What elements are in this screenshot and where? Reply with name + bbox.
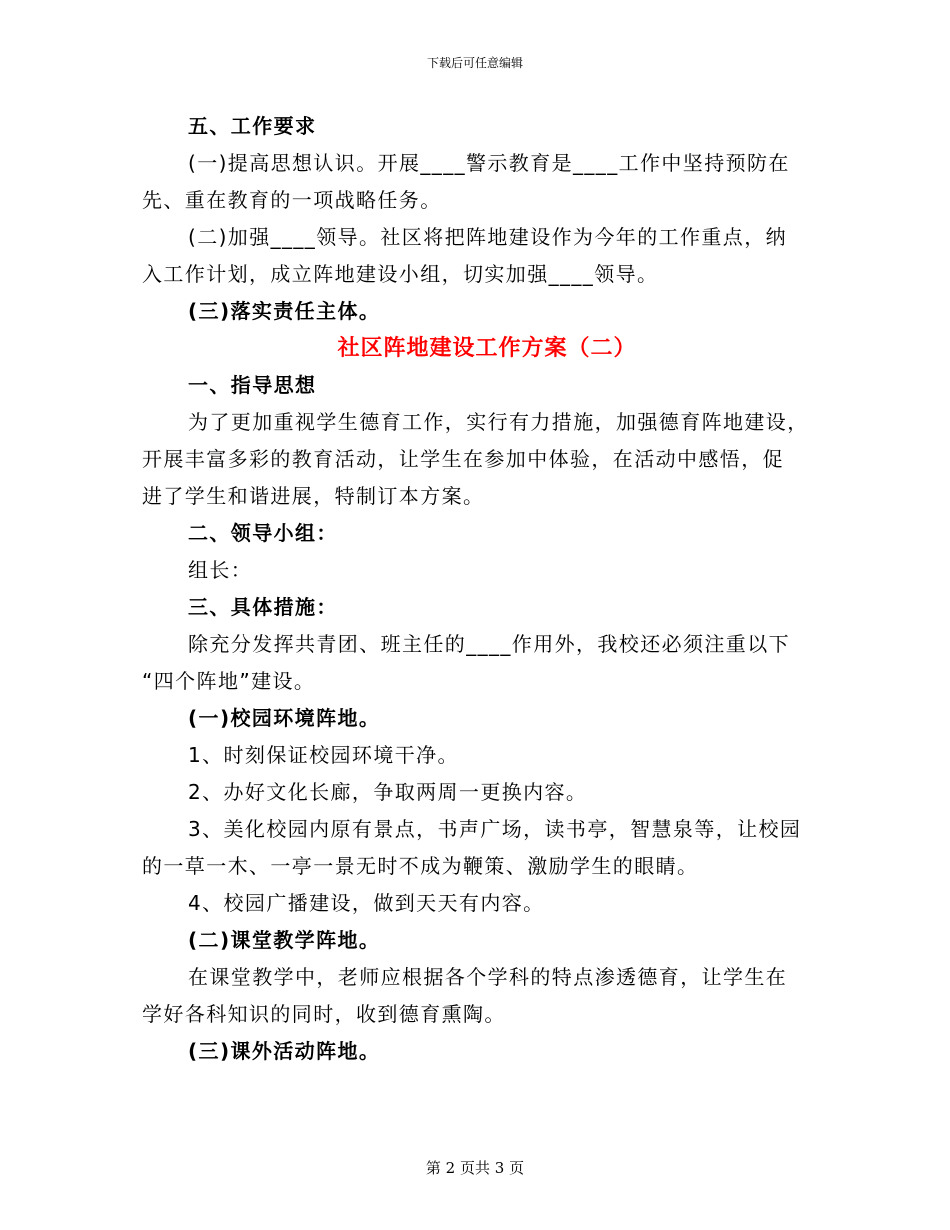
section-heading-guiding-thought: 一、指导思想 — [188, 373, 317, 397]
header-note: 下载后可任意编辑 — [426, 56, 523, 70]
list-item: 4、校园广播建设，做到天天有内容。 — [188, 891, 545, 915]
paragraph-line: (二)加强____领导。社区将把阵地建设作为今年的工作重点，纳 — [188, 225, 788, 249]
subheading-classroom: (二)课堂教学阵地。 — [188, 928, 381, 952]
paragraph-line: 学好各科知识的同时，收到德育熏陶。 — [142, 1002, 506, 1026]
section-heading-work-requirements: 五、工作要求 — [188, 114, 317, 138]
section-heading-measures: 三、具体措施： — [188, 595, 338, 619]
paragraph-line: 在课堂教学中，老师应根据各个学科的特点渗透德育，让学生在 — [188, 965, 788, 989]
document-body — [142, 108, 812, 1070]
paragraph-line: (一)提高思想认识。开展____警示教育是____工作中坚持预防在 — [188, 151, 790, 175]
paragraph-line: 入工作计划，成立阵地建设小组，切实加强____领导。 — [142, 262, 659, 286]
list-item: 2、办好文化长廊，争取两周一更换内容。 — [188, 780, 588, 804]
paragraph-line: 进了学生和谐进展，特制订本方案。 — [142, 484, 485, 508]
paragraph-line: 先、重在教育的一项战略任务。 — [142, 188, 442, 212]
section-heading-leadership: 二、领导小组： — [188, 521, 338, 545]
subheading-responsibility: (三)落实责任主体。 — [188, 299, 381, 323]
subheading-extracurricular: (三)课外活动阵地。 — [188, 1039, 381, 1063]
leader-line: 组长： — [188, 558, 253, 582]
paragraph-line: 除充分发挥共青团、班主任的____作用外，我校还必须注重以下 — [188, 632, 790, 656]
subheading-campus: (一)校园环境阵地。 — [188, 706, 381, 730]
paragraph-line: 开展丰富多彩的教育活动，让学生在参加中体验，在活动中感悟，促 — [142, 447, 784, 471]
paragraph-line: “四个阵地”建设。 — [142, 669, 316, 693]
list-item-continued: 的一草一木、一亭一景无时不成为鞭策、激励学生的眼睛。 — [142, 854, 699, 878]
document-title: 社区阵地建设工作方案（二） — [337, 336, 637, 361]
list-item: 1、时刻保证校园环境干净。 — [188, 743, 459, 767]
list-item: 3、美化校园内原有景点，书声广场，读书亭，智慧泉等，让校园 — [188, 817, 802, 841]
paragraph-line: 为了更加重视学生德育工作，实行有力措施，加强德育阵地建设， — [188, 410, 809, 434]
page-number: 第 2 页共 3 页 — [425, 1159, 525, 1177]
